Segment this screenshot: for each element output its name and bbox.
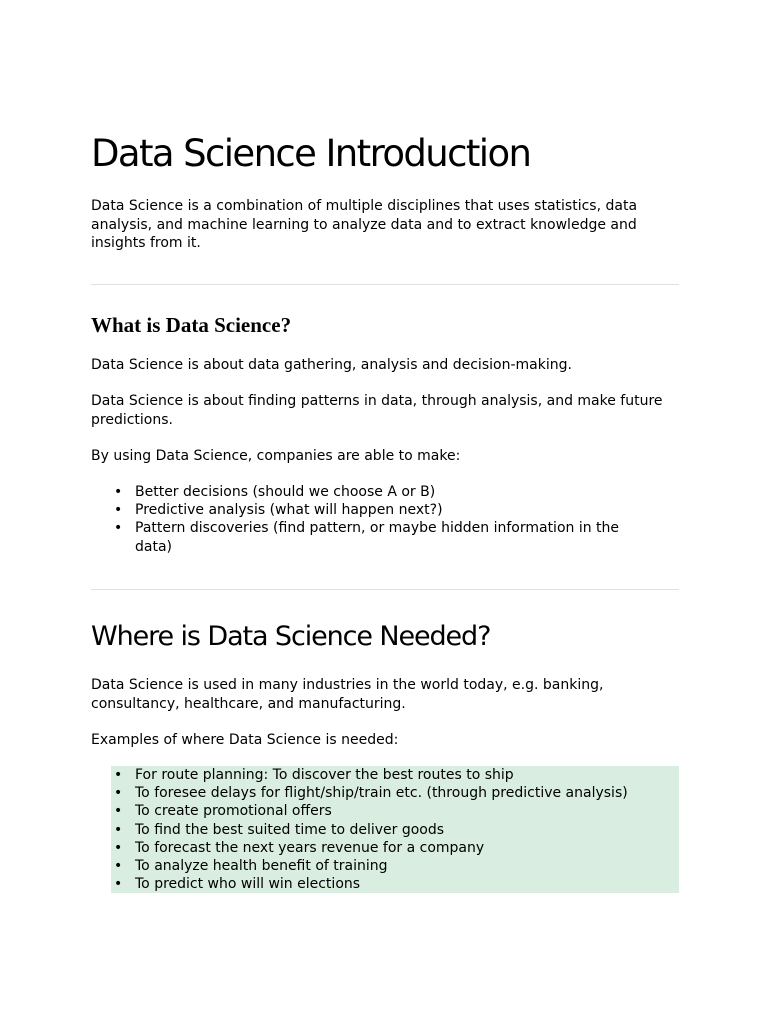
bullet-icon: • — [114, 785, 123, 802]
list-item — [111, 857, 679, 875]
bullet-icon: • — [114, 484, 123, 500]
bullet-icon: • — [114, 803, 123, 820]
list-item-text: To analyze health benefit of training — [135, 858, 388, 875]
section-heading-what: What is Data Science? — [91, 313, 292, 337]
list-item-text: To predict who will win elections — [135, 876, 361, 893]
list-item — [111, 483, 651, 501]
bullet-icon: • — [114, 858, 123, 875]
what-paragraph-3: By using Data Science, companies are able to make: — [91, 448, 461, 464]
list-item-text: To foresee delays for flight/ship/train etc. (through predictive analysis) — [135, 785, 628, 802]
bullet-icon: • — [114, 876, 123, 893]
bullet-icon: • — [114, 502, 123, 519]
list-item — [111, 519, 651, 555]
list-item — [111, 501, 651, 519]
list-item — [111, 839, 679, 857]
list-item — [111, 784, 679, 802]
list-item-text: Predictive analysis (what will happen next?) — [135, 502, 443, 519]
page-title: Data Science Introduction — [91, 132, 531, 175]
section-divider — [91, 589, 679, 590]
what-paragraph-1: Data Science is about data gathering, analysis and decision-making. — [91, 357, 572, 373]
bullet-icon: • — [114, 821, 123, 838]
list-item-text: Better decisions (should we choose A or B) — [135, 484, 436, 500]
list-item-text: Pattern discoveries (find pattern, or maybe hidden information in the data) — [135, 520, 620, 555]
where-paragraph-2: Examples of where Data Science is needed: — [91, 732, 399, 748]
list-item — [111, 766, 679, 784]
bullet-icon: • — [114, 767, 123, 783]
list-item-text: To create promotional offers — [135, 803, 332, 820]
list-item-text: To find the best suited time to deliver goods — [135, 821, 445, 838]
bullet-icon: • — [114, 520, 123, 537]
examples-list — [111, 766, 679, 893]
intro-paragraph: Data Science is a combination of multiple disciplines that uses statistics, data analysis, and machine learning to analyze data and to extract knowledge and insights from it. — [91, 198, 638, 251]
bullet-icon: • — [114, 839, 123, 856]
list-item-text: To forecast the next years revenue for a company — [135, 839, 485, 856]
list-item — [111, 875, 679, 893]
list-item-text: For route planning: To discover the best routes to ship — [135, 767, 514, 783]
list-item — [111, 802, 679, 820]
section-heading-where: Where is Data Science Needed? — [91, 621, 491, 652]
benefits-list — [111, 483, 651, 556]
where-paragraph-1: Data Science is used in many industries in the world today, e.g. banking, consultancy, healthcare, and manufacturing. — [91, 677, 604, 712]
what-paragraph-2: Data Science is about finding patterns in data, through analysis, and make future predictions. — [91, 393, 663, 428]
list-item — [111, 821, 679, 839]
section-divider — [91, 284, 679, 285]
